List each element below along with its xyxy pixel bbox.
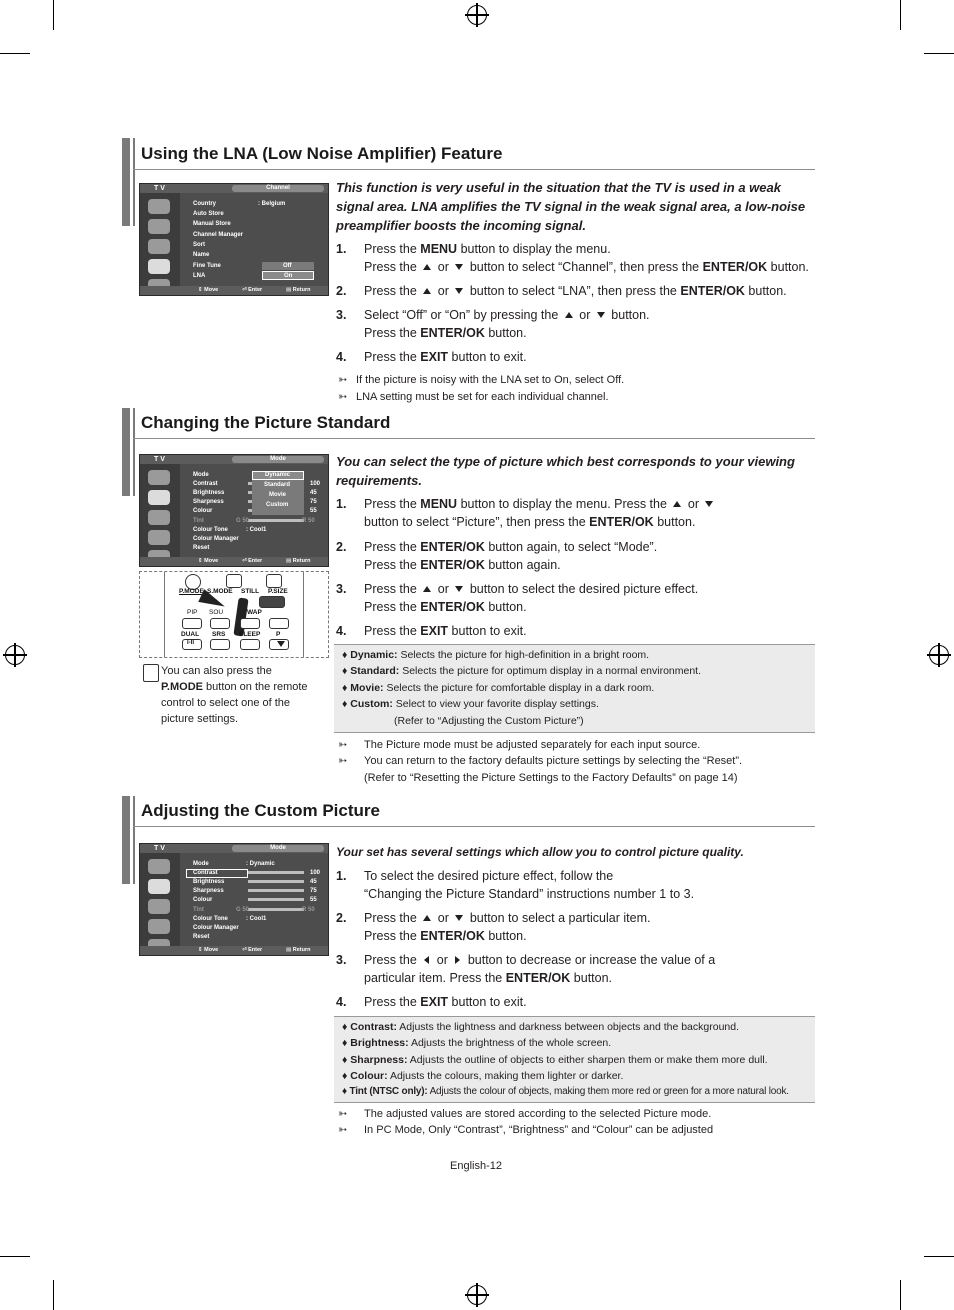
remote-button xyxy=(240,618,260,629)
remote-button xyxy=(240,639,260,650)
registration-mark-icon xyxy=(467,1285,487,1305)
picture-icon xyxy=(148,199,170,214)
menu-item: Tint xyxy=(193,907,204,913)
crop-mark xyxy=(0,1256,30,1257)
menu-item: Manual Store xyxy=(193,221,231,227)
picture-note: ➳ You can return to the factory defaults picture settings by selecting the “Reset”. xyxy=(338,755,743,767)
picture-note-ref: (Refer to “Resetting the Picture Settings to the Factory Defaults” on page 14) xyxy=(364,772,738,784)
hand-tip-icon xyxy=(143,664,159,682)
option-standard: ♦ Standard: Selects the picture for optimum display in a normal environment. xyxy=(342,665,702,677)
tv-label: T V xyxy=(154,456,165,463)
up-arrow-icon xyxy=(673,501,681,507)
option-tint: ♦ Tint (NTSC only): Adjusts the colour of objects, making them more red or green for a more natural look. xyxy=(342,1086,789,1097)
remote-button xyxy=(210,639,230,650)
remote-button xyxy=(210,618,230,629)
tv-menu-channel xyxy=(139,183,329,296)
registration-mark-icon xyxy=(467,5,487,25)
picture-step-3: 3. Press the or button to select the desired picture effect. Press the ENTER/OK button. xyxy=(336,582,699,614)
tv-menu-custom: T V Mode Mode : Dynamic Contrast Brightness Sharpness Colour Tint Colour Tone Colour Manager Reset 100 45 75 55 G 50 R 50 : Cool1 ⇕ Move ⏎ Enter ▤ Return xyxy=(139,843,329,956)
picture-options-box xyxy=(334,644,815,733)
return-hint: ▤ Return xyxy=(286,558,311,564)
down-arrow-icon xyxy=(455,586,463,592)
lna-note: ➳ If the picture is noisy with the LNA set to On, select Off. xyxy=(338,374,625,386)
section-marker xyxy=(122,138,130,226)
option-ref: (Refer to “Adjusting the Custom Picture”) xyxy=(394,715,584,727)
custom-step-3: 3. Press the or button to decrease or increase the value of a particular item. Press the ENTER/OK button. xyxy=(336,953,716,985)
registration-mark-icon xyxy=(5,645,25,665)
option-dynamic: ♦ Dynamic: Selects the picture for high-definition in a bright room. xyxy=(342,649,650,661)
section-title-lna: Using the LNA (Low Noise Amplifier) Feature xyxy=(141,144,503,163)
menu-item: Colour Manager xyxy=(193,925,239,931)
setup-icon xyxy=(148,510,170,525)
lna-step-4: 4. Press the EXIT button to exit. xyxy=(336,350,527,364)
note-arrow-icon: ➳ xyxy=(338,374,348,386)
menu-item: Colour xyxy=(193,508,213,514)
remote-button xyxy=(269,639,289,650)
picture-icon xyxy=(148,470,170,485)
option-brightness: ♦ Brightness: Adjusts the brightness of the whole screen. xyxy=(342,1037,612,1049)
lna-step-1: 1. Press the MENU button to display the menu. Press the or button to select “Channel”, then press the ENTER/OK button. xyxy=(336,242,809,274)
down-arrow-icon xyxy=(455,264,463,270)
lna-step-2: 2. Press the or button to select “LNA”, then press the ENTER/OK button. xyxy=(336,284,787,298)
picture-icon xyxy=(148,859,170,874)
section-marker xyxy=(133,408,135,496)
menu-item: Colour Tone xyxy=(193,916,228,922)
crop-mark xyxy=(53,1280,54,1310)
crop-mark xyxy=(900,0,901,30)
option-off: Off xyxy=(283,263,292,269)
option-on: On xyxy=(284,273,293,279)
tv-menu-mode: T V Mode Mode Contrast Brightness Sharpness Colour Tint Colour Tone Colour Manager Reset 100 45 75 55 G 50 R 50 : Cool1 Dynamic Standard Movie Custom ⇕ Move ⏎ Enter ▤ Return xyxy=(139,454,329,567)
menu-item: LNA xyxy=(193,273,206,279)
option-contrast: ♦ Contrast: Adjusts the lightness and darkness between objects and the background. xyxy=(342,1021,740,1033)
enter-hint: ⏎ Enter xyxy=(242,947,263,953)
page-number: English-12 xyxy=(450,1160,502,1172)
picture-note: ➳ The Picture mode must be adjusted separately for each input source. xyxy=(338,739,701,751)
picture-step-1: 1. Press the MENU button to display the menu. Press the or button to select “Picture”, then press the ENTER/OK button. xyxy=(336,495,816,531)
up-arrow-icon xyxy=(423,288,431,294)
up-arrow-icon xyxy=(423,264,431,270)
section-marker xyxy=(122,408,130,496)
menu-item: Contrast xyxy=(193,481,218,487)
menu-item: Mode xyxy=(193,472,209,478)
option-movie: ♦ Movie: Selects the picture for comfortable display in a dark room. xyxy=(342,682,655,694)
channel-icon xyxy=(148,259,170,274)
note-arrow-icon: ➳ xyxy=(338,739,348,751)
menu-tab: Mode xyxy=(232,845,324,852)
menu-item: Contrast xyxy=(193,870,218,876)
right-arrow-icon xyxy=(455,956,460,964)
crop-mark xyxy=(0,53,30,54)
menu-item: Sort xyxy=(193,242,205,248)
menu-item: Mode xyxy=(193,861,209,867)
menu-item: Sharpness xyxy=(193,888,224,894)
left-arrow-icon xyxy=(424,956,429,964)
picture-icon xyxy=(148,879,170,894)
divider xyxy=(133,826,815,827)
note-arrow-icon: ➳ xyxy=(338,1124,348,1136)
menu-item: Name xyxy=(193,252,210,258)
menu-value: : Belgium xyxy=(258,201,286,207)
option-custom: ♦ Custom: Select to view your favorite display settings. xyxy=(342,698,599,710)
down-arrow-icon xyxy=(705,501,713,507)
registration-mark-icon xyxy=(929,645,949,665)
menu-tab: Channel xyxy=(232,185,324,192)
custom-step-4: 4. Press the EXIT button to exit. xyxy=(336,995,527,1009)
option-colour: ♦ Colour: Adjusts the colours, making them lighter or darker. xyxy=(342,1070,624,1082)
tv-label: T V xyxy=(154,845,165,852)
down-arrow-icon xyxy=(455,288,463,294)
return-hint: ▤ Return xyxy=(286,287,311,293)
crop-mark xyxy=(924,53,954,54)
enter-hint: ⏎ Enter xyxy=(242,558,263,564)
custom-picture-intro: Your set has several settings which allow you to control picture quality. xyxy=(336,845,744,859)
remote-button xyxy=(226,574,242,588)
sound-icon xyxy=(148,219,170,234)
move-hint: ⇕ Move xyxy=(198,558,219,564)
divider xyxy=(133,169,815,170)
move-hint: ⇕ Move xyxy=(198,947,219,953)
custom-step-2: 2. Press the or button to select a particular item. Press the ENTER/OK button. xyxy=(336,911,651,943)
remote-tip: You can also press the P.MODE button on the remote control to select one of the picture settings. xyxy=(161,665,308,725)
note-arrow-icon: ➳ xyxy=(338,1108,348,1120)
picture-standard-intro: You can select the type of picture which best corresponds to your viewing requirements. xyxy=(336,454,795,488)
menu-tab: Mode xyxy=(232,456,324,463)
section-title-picture-standard: Changing the Picture Standard xyxy=(141,413,391,432)
menu-item: Brightness xyxy=(193,490,225,496)
menu-item: Sharpness xyxy=(193,499,224,505)
section-marker xyxy=(133,796,135,884)
section-title-custom-picture: Adjusting the Custom Picture xyxy=(141,801,380,820)
divider xyxy=(133,438,815,439)
section-marker xyxy=(133,138,135,226)
custom-step-1: 1. To select the desired picture effect, follow the “Changing the Picture Standard” instructions number 1 to 3. xyxy=(336,869,695,901)
return-hint: ▤ Return xyxy=(286,947,311,953)
remote-button xyxy=(266,574,282,588)
lna-note: ➳ LNA setting must be set for each individual channel. xyxy=(338,391,609,403)
lna-intro: This function is very useful in the situation that the TV is used in a weak signal area. LNA amplifies the TV signal in the weak signal area, a low-noise preamplifier boosts the incoming signal. xyxy=(336,180,806,233)
menu-item: Channel Manager xyxy=(193,232,244,238)
remote-button xyxy=(259,596,285,608)
up-arrow-icon xyxy=(565,312,573,318)
up-arrow-icon xyxy=(423,915,431,921)
picture-step-4: 4. Press the EXIT button to exit. xyxy=(336,624,527,638)
note-arrow-icon: ➳ xyxy=(338,391,348,403)
picture-step-2: 2. Press the ENTER/OK button again, to select “Mode”. Press the ENTER/OK button again. xyxy=(336,540,658,572)
lna-step-3: 3. Select “Off” or “On” by pressing the or button. Press the ENTER/OK button. xyxy=(336,308,650,340)
down-arrow-icon xyxy=(455,915,463,921)
crop-mark xyxy=(53,0,54,30)
menu-item: Colour Manager xyxy=(193,536,239,542)
custom-note: ➳ In PC Mode, Only “Contrast”, “Brightness” and “Colour” can be adjusted xyxy=(338,1124,714,1136)
picture-icon xyxy=(148,490,170,505)
remote-control-illustration: P.MODE S.MODE STILL P.SIZE PIP SOU WAP DUAL SRS SLEEP P I-II xyxy=(139,571,329,658)
custom-note: ➳ The adjusted values are stored according to the selected Picture mode. xyxy=(338,1108,712,1120)
option-sharpness: ♦ Sharpness: Adjusts the outline of objects to either sharpen them or make them more dull. xyxy=(342,1054,768,1066)
menu-item: Auto Store xyxy=(193,211,224,217)
menu-item: Country xyxy=(193,201,216,207)
down-arrow-icon xyxy=(597,312,605,318)
remote-button: I-II xyxy=(182,639,202,650)
menu-item: Colour xyxy=(193,897,213,903)
menu-item: Brightness xyxy=(193,879,225,885)
setup-icon xyxy=(148,899,170,914)
channel-icon xyxy=(148,530,170,545)
menu-item: Reset xyxy=(193,934,210,940)
up-arrow-icon xyxy=(423,586,431,592)
custom-options-box xyxy=(334,1016,815,1103)
menu-item: Reset xyxy=(193,545,210,551)
crop-mark xyxy=(924,1256,954,1257)
menu-item: Fine Tune xyxy=(193,263,221,269)
crop-mark xyxy=(900,1280,901,1310)
remote-button xyxy=(269,618,289,629)
section-marker xyxy=(122,796,130,884)
tv-label: T V xyxy=(154,185,165,192)
setup-icon xyxy=(148,239,170,254)
move-hint: ⇕ Move xyxy=(198,287,219,293)
menu-item: Tint xyxy=(193,518,204,524)
enter-hint: ⏎ Enter xyxy=(242,287,263,293)
channel-icon xyxy=(148,919,170,934)
remote-button xyxy=(182,618,202,629)
note-arrow-icon: ➳ xyxy=(338,755,348,767)
menu-item: Colour Tone xyxy=(193,527,228,533)
